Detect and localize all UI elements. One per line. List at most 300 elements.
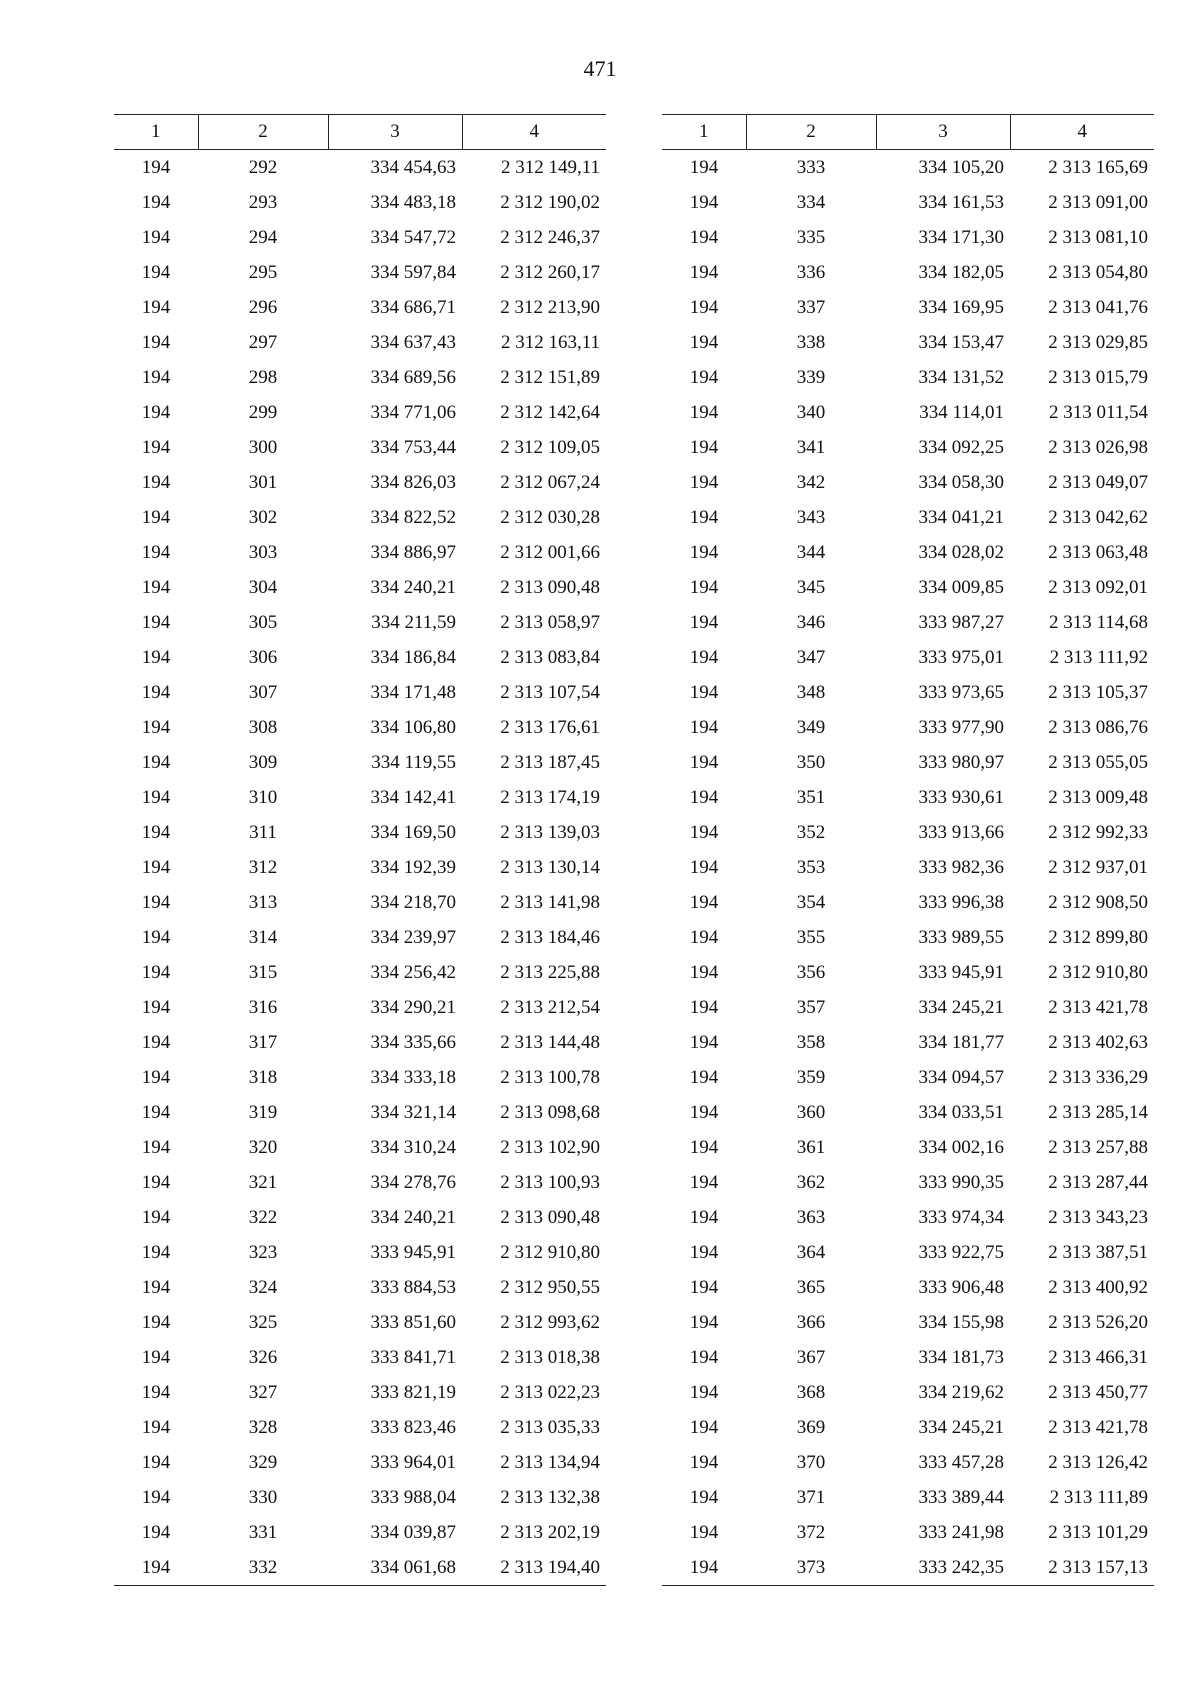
table-cell-col-2: 312 — [248, 856, 278, 878]
table-cell-col-4: 2 313 134,94 — [500, 1451, 600, 1473]
table-cell-col-1: 194 — [689, 366, 719, 388]
table-cell-col-4: 2 313 132,38 — [500, 1486, 600, 1508]
table-cell-col-3: 334 169,95 — [918, 296, 1004, 318]
table-row — [114, 815, 606, 850]
table-row — [662, 710, 1154, 745]
table-cell-col-1: 194 — [141, 226, 171, 248]
table-cell-col-4: 2 313 421,78 — [1048, 1416, 1148, 1438]
table-cell-col-2: 328 — [248, 1416, 278, 1438]
table-row — [114, 605, 606, 640]
table-cell-col-4: 2 313 165,69 — [1048, 156, 1148, 178]
column-header-3: 3 — [328, 115, 462, 150]
table-cell-col-3: 334 171,48 — [370, 681, 456, 703]
table-cell-col-4: 2 312 992,33 — [1048, 821, 1148, 843]
table-cell-col-3: 334 181,73 — [918, 1346, 1004, 1368]
table-cell-col-1: 194 — [689, 1346, 719, 1368]
table-cell-col-4: 2 313 091,00 — [1048, 191, 1148, 213]
table-cell-col-3: 334 092,25 — [918, 436, 1004, 458]
table-row — [662, 1130, 1154, 1165]
table-cell-col-3: 334 182,05 — [918, 261, 1004, 283]
table-cell-col-1: 194 — [689, 751, 719, 773]
table-row — [662, 570, 1154, 605]
table-cell-col-4: 2 313 184,46 — [500, 926, 600, 948]
table-cell-col-3: 333 823,46 — [370, 1416, 456, 1438]
table-cell-col-4: 2 313 402,63 — [1048, 1031, 1148, 1053]
table-cell-col-3: 334 218,70 — [370, 891, 456, 913]
table-cell-col-3: 334 061,68 — [328, 1550, 462, 1586]
table-cell-col-2: 361 — [796, 1136, 826, 1158]
table-row — [662, 465, 1154, 500]
table-cell-col-2: 358 — [796, 1031, 826, 1053]
table-cell-col-2: 311 — [249, 821, 277, 843]
table-cell-col-2: 364 — [796, 1241, 826, 1263]
table-row — [114, 1445, 606, 1480]
table-cell-col-1: 194 — [689, 1031, 719, 1053]
table-cell-col-4: 2 312 190,02 — [500, 191, 600, 213]
table-cell-col-4: 2 312 899,80 — [1048, 926, 1148, 948]
table-cell-col-1: 194 — [141, 1031, 171, 1053]
table-cell-col-4: 2 312 067,24 — [500, 471, 600, 493]
table-cell-col-2: 297 — [248, 331, 278, 353]
table-row — [114, 955, 606, 990]
table-cell-col-4: 2 312 151,89 — [500, 366, 600, 388]
table-row — [662, 1235, 1154, 1270]
table-row — [114, 1480, 606, 1515]
table-row — [662, 745, 1154, 780]
table-cell-col-2: 299 — [248, 401, 278, 423]
table-cell-col-4: 2 313 466,31 — [1048, 1346, 1148, 1368]
table-cell-col-3: 334 114,01 — [919, 401, 1004, 423]
table-cell-col-1: 194 — [141, 331, 171, 353]
table-cell-col-3: 334 186,84 — [370, 646, 456, 668]
table-cell-col-2: 373 — [746, 1550, 876, 1586]
table-cell-col-2: 351 — [796, 786, 826, 808]
table-row — [114, 710, 606, 745]
table-cell-col-3: 333 996,38 — [918, 891, 1004, 913]
table-cell-col-4: 2 312 908,50 — [1048, 891, 1148, 913]
table-cell-col-1: 194 — [689, 156, 719, 178]
table-row — [662, 395, 1154, 430]
table-cell-col-1: 194 — [689, 401, 719, 423]
table-cell-col-1: 194 — [141, 471, 171, 493]
table-row — [114, 885, 606, 920]
table-cell-col-4: 2 313 100,78 — [500, 1066, 600, 1088]
table-header-row — [114, 115, 606, 150]
table-cell-col-3: 334 240,21 — [370, 576, 456, 598]
table-cell-col-4: 2 313 343,23 — [1048, 1206, 1148, 1228]
table-row — [114, 640, 606, 675]
table-cell-col-2: 314 — [248, 926, 278, 948]
table-cell-col-3: 334 278,76 — [370, 1171, 456, 1193]
table-cell-col-1: 194 — [141, 1346, 171, 1368]
table-row — [662, 1445, 1154, 1480]
table-cell-col-3: 333 389,44 — [918, 1486, 1004, 1508]
table-row — [114, 1270, 606, 1305]
table-row — [662, 150, 1154, 186]
table-cell-col-3: 333 821,19 — [370, 1381, 456, 1403]
table-cell-col-1: 194 — [141, 1136, 171, 1158]
table-row — [662, 535, 1154, 570]
table-cell-col-3: 333 922,75 — [918, 1241, 1004, 1263]
table-cell-col-2: 308 — [248, 716, 278, 738]
table-cell-col-2: 318 — [248, 1066, 278, 1088]
table-cell-col-3: 333 989,55 — [918, 926, 1004, 948]
table-cell-col-3: 333 980,97 — [918, 751, 1004, 773]
table-cell-col-3: 334 333,18 — [370, 1066, 456, 1088]
table-cell-col-4: 2 313 285,14 — [1048, 1101, 1148, 1123]
table-cell-col-1: 194 — [689, 1521, 719, 1543]
table-cell-col-1: 194 — [689, 1171, 719, 1193]
table-row — [114, 325, 606, 360]
table-cell-col-4: 2 313 058,97 — [500, 611, 600, 633]
table-cell-col-4: 2 312 163,11 — [500, 331, 600, 353]
table-cell-col-4: 2 313 102,90 — [500, 1136, 600, 1158]
table-cell-col-2: 356 — [796, 961, 826, 983]
table-cell-col-2: 353 — [796, 856, 826, 878]
table-cell-col-3: 334 321,14 — [370, 1101, 456, 1123]
table-cell-col-2: 317 — [248, 1031, 278, 1053]
table-cell-col-4: 2 313 026,98 — [1048, 436, 1148, 458]
table-cell-col-4: 2 312 950,55 — [500, 1276, 600, 1298]
table-cell-col-1: 194 — [689, 1241, 719, 1263]
table-cell-col-1: 194 — [141, 996, 171, 1018]
table-cell-col-3: 333 964,01 — [370, 1451, 456, 1473]
table-cell-col-4: 2 313 063,48 — [1048, 541, 1148, 563]
table-cell-col-1: 194 — [689, 1206, 719, 1228]
table-cell-col-4: 2 313 083,84 — [500, 646, 600, 668]
table-row — [114, 1235, 606, 1270]
table-cell-col-3: 333 987,27 — [918, 611, 1004, 633]
table-cell-col-4: 2 313 130,14 — [500, 856, 600, 878]
table-cell-col-2: 362 — [796, 1171, 826, 1193]
table-row — [662, 675, 1154, 710]
table-cell-col-3: 333 945,91 — [918, 961, 1004, 983]
table-cell-col-2: 345 — [796, 576, 826, 598]
table-cell-col-1: 194 — [141, 541, 171, 563]
table-cell-col-4: 2 313 111,92 — [1049, 646, 1148, 668]
table-cell-col-2: 352 — [796, 821, 826, 843]
table-cell-col-3: 334 192,39 — [370, 856, 456, 878]
table-row — [114, 535, 606, 570]
table-cell-col-1: 194 — [141, 681, 171, 703]
table-cell-col-4: 2 312 142,64 — [500, 401, 600, 423]
table-row — [662, 1095, 1154, 1130]
table-cell-col-3: 333 982,36 — [918, 856, 1004, 878]
table-cell-col-2: 349 — [796, 716, 826, 738]
table-cell-col-4: 2 313 225,88 — [500, 961, 600, 983]
table-cell-col-1: 194 — [141, 1066, 171, 1088]
table-row — [114, 290, 606, 325]
column-header-4: 4 — [1010, 115, 1154, 150]
table-row — [114, 1305, 606, 1340]
table-cell-col-4: 2 312 910,80 — [500, 1241, 600, 1263]
table-cell-col-3: 334 153,47 — [918, 331, 1004, 353]
table-cell-col-2: 340 — [796, 401, 826, 423]
table-row — [114, 1340, 606, 1375]
table-row — [114, 1200, 606, 1235]
table-cell-col-1: 194 — [114, 1550, 198, 1586]
table-row — [662, 605, 1154, 640]
table-cell-col-4: 2 312 910,80 — [1048, 961, 1148, 983]
table-cell-col-3: 334 211,59 — [371, 611, 456, 633]
table-cell-col-2: 372 — [796, 1521, 826, 1543]
table-cell-col-1: 194 — [141, 506, 171, 528]
table-cell-col-1: 194 — [141, 856, 171, 878]
table-header-row — [662, 115, 1154, 150]
table-cell-col-4: 2 313 035,33 — [500, 1416, 600, 1438]
table-cell-col-1: 194 — [141, 751, 171, 773]
table-cell-col-1: 194 — [141, 191, 171, 213]
column-header-1: 1 — [662, 115, 746, 150]
table-cell-col-1: 194 — [689, 1416, 719, 1438]
table-cell-col-2: 347 — [796, 646, 826, 668]
table-cell-col-3: 334 597,84 — [370, 261, 456, 283]
table-cell-col-2: 306 — [248, 646, 278, 668]
table-cell-col-4: 2 313 107,54 — [500, 681, 600, 703]
table-cell-col-1: 194 — [689, 541, 719, 563]
table-cell-col-4: 2 313 174,19 — [500, 786, 600, 808]
table-cell-col-1: 194 — [141, 436, 171, 458]
table-cell-col-4: 2 313 202,19 — [500, 1521, 600, 1543]
table-cell-col-1: 194 — [689, 926, 719, 948]
table-cell-col-2: 363 — [796, 1206, 826, 1228]
table-cell-col-1: 194 — [689, 996, 719, 1018]
table-cell-col-2: 371 — [796, 1486, 826, 1508]
table-cell-col-2: 309 — [248, 751, 278, 773]
table-row — [662, 1305, 1154, 1340]
table-cell-col-4: 2 313 187,45 — [500, 751, 600, 773]
table-cell-col-1: 194 — [141, 261, 171, 283]
table-cell-col-1: 194 — [141, 401, 171, 423]
table-cell-col-1: 194 — [141, 1206, 171, 1228]
column-header-2: 2 — [198, 115, 328, 150]
table-row — [662, 1375, 1154, 1410]
table-cell-col-3: 334 041,21 — [918, 506, 1004, 528]
table-row — [114, 465, 606, 500]
table-cell-col-2: 336 — [796, 261, 826, 283]
table-cell-col-3: 333 974,34 — [918, 1206, 1004, 1228]
column-header-1: 1 — [114, 115, 198, 150]
table-cell-col-2: 369 — [796, 1416, 826, 1438]
table-cell-col-4: 2 312 149,11 — [500, 156, 600, 178]
table-row — [114, 500, 606, 535]
table-cell-col-3: 334 239,97 — [370, 926, 456, 948]
table-cell-col-1: 194 — [689, 681, 719, 703]
table-cell-col-1: 194 — [141, 576, 171, 598]
table-cell-col-1: 194 — [141, 1521, 171, 1543]
table-cell-col-2: 367 — [796, 1346, 826, 1368]
table-cell-col-4: 2 313 049,07 — [1048, 471, 1148, 493]
table-cell-col-4: 2 313 526,20 — [1048, 1311, 1148, 1333]
table-cell-col-2: 305 — [248, 611, 278, 633]
table-row — [114, 920, 606, 955]
table-cell-col-1: 194 — [141, 296, 171, 318]
table-cell-col-4: 2 313 194,40 — [462, 1550, 606, 1586]
table-cell-col-2: 304 — [248, 576, 278, 598]
table-cell-col-4: 2 313 387,51 — [1048, 1241, 1148, 1263]
table-row — [114, 745, 606, 780]
table-row — [662, 1025, 1154, 1060]
table-cell-col-3: 334 033,51 — [918, 1101, 1004, 1123]
table-cell-col-1: 194 — [689, 576, 719, 598]
table-cell-col-2: 354 — [796, 891, 826, 913]
table-cell-col-4: 2 312 246,37 — [500, 226, 600, 248]
table-cell-col-4: 2 313 141,98 — [500, 891, 600, 913]
table-cell-col-3: 334 483,18 — [370, 191, 456, 213]
table-cell-col-1: 194 — [689, 891, 719, 913]
table-cell-col-4: 2 313 139,03 — [500, 821, 600, 843]
table-cell-col-1: 194 — [141, 1486, 171, 1508]
table-cell-col-4: 2 312 993,62 — [500, 1311, 600, 1333]
table-cell-col-4: 2 313 287,44 — [1048, 1171, 1148, 1193]
table-cell-col-3: 333 906,48 — [918, 1276, 1004, 1298]
table-cell-col-3: 334 826,03 — [370, 471, 456, 493]
table-cell-col-1: 194 — [141, 961, 171, 983]
table-cell-col-4: 2 313 098,68 — [500, 1101, 600, 1123]
table-cell-col-4: 2 313 114,68 — [1048, 611, 1148, 633]
table-row — [114, 185, 606, 220]
coordinates-table-left — [114, 114, 606, 1586]
table-cell-col-2: 331 — [248, 1521, 278, 1543]
table-cell-col-3: 333 945,91 — [370, 1241, 456, 1263]
table-cell-col-2: 324 — [248, 1276, 278, 1298]
table-cell-col-4: 2 313 111,89 — [1049, 1486, 1148, 1508]
table-cell-col-1: 194 — [141, 1101, 171, 1123]
table-row — [662, 1480, 1154, 1515]
table-cell-col-3: 334 094,57 — [918, 1066, 1004, 1088]
table-cell-col-2: 293 — [248, 191, 278, 213]
table-cell-col-1: 194 — [689, 226, 719, 248]
table-cell-col-4: 2 312 109,05 — [500, 436, 600, 458]
table-row — [114, 1515, 606, 1550]
table-cell-col-4: 2 313 055,05 — [1048, 751, 1148, 773]
table-cell-col-4: 2 313 100,93 — [500, 1171, 600, 1193]
table-cell-col-2: 350 — [796, 751, 826, 773]
table-cell-col-2: 357 — [796, 996, 826, 1018]
table-cell-col-3: 334 161,53 — [918, 191, 1004, 213]
table-cell-col-1: 194 — [689, 436, 719, 458]
table-cell-col-2: 322 — [248, 1206, 278, 1228]
table-cell-col-2: 332 — [198, 1550, 328, 1586]
table-row — [662, 1550, 1154, 1586]
table-row — [114, 1410, 606, 1445]
table-row — [114, 430, 606, 465]
table-row — [114, 1165, 606, 1200]
table-row — [662, 290, 1154, 325]
table-cell-col-1: 194 — [662, 1550, 746, 1586]
table-row — [662, 185, 1154, 220]
table-cell-col-2: 307 — [248, 681, 278, 703]
table-row — [114, 395, 606, 430]
table-row — [114, 150, 606, 186]
table-cell-col-2: 294 — [248, 226, 278, 248]
table-cell-col-4: 2 312 213,90 — [500, 296, 600, 318]
table-cell-col-4: 2 313 176,61 — [500, 716, 600, 738]
table-row — [662, 220, 1154, 255]
table-cell-col-3: 334 002,16 — [918, 1136, 1004, 1158]
table-cell-col-4: 2 313 421,78 — [1048, 996, 1148, 1018]
table-cell-col-3: 334 171,30 — [918, 226, 1004, 248]
table-cell-col-4: 2 313 400,92 — [1048, 1276, 1148, 1298]
table-cell-col-1: 194 — [689, 1276, 719, 1298]
table-cell-col-2: 370 — [796, 1451, 826, 1473]
table-cell-col-2: 325 — [248, 1311, 278, 1333]
table-cell-col-3: 334 454,63 — [370, 156, 456, 178]
table-cell-col-1: 194 — [689, 646, 719, 668]
table-row — [662, 815, 1154, 850]
table-cell-col-2: 320 — [248, 1136, 278, 1158]
table-cell-col-3: 333 988,04 — [370, 1486, 456, 1508]
table-cell-col-3: 334 686,71 — [370, 296, 456, 318]
table-row — [662, 955, 1154, 990]
table-cell-col-2: 326 — [248, 1346, 278, 1368]
table-cell-col-3: 333 930,61 — [918, 786, 1004, 808]
page-number: 471 — [583, 56, 617, 81]
table-cell-col-3: 334 256,42 — [370, 961, 456, 983]
table-cell-col-1: 194 — [689, 786, 719, 808]
column-header-4: 4 — [462, 115, 606, 150]
table-cell-col-2: 355 — [796, 926, 826, 948]
table-cell-col-3: 334 131,52 — [918, 366, 1004, 388]
table-cell-col-3: 334 637,43 — [370, 331, 456, 353]
table-cell-col-3: 334 219,62 — [918, 1381, 1004, 1403]
table-cell-col-3: 333 990,35 — [918, 1171, 1004, 1193]
table-cell-col-4: 2 313 092,01 — [1048, 576, 1148, 598]
table-cell-col-2: 338 — [796, 331, 826, 353]
table-cell-col-1: 194 — [689, 506, 719, 528]
table-cell-col-1: 194 — [141, 1171, 171, 1193]
table-cell-col-4: 2 313 041,76 — [1048, 296, 1148, 318]
table-cell-col-4: 2 313 144,48 — [500, 1031, 600, 1053]
table-row — [662, 500, 1154, 535]
table-cell-col-2: 346 — [796, 611, 826, 633]
table-cell-col-3: 334 181,77 — [918, 1031, 1004, 1053]
table-cell-col-2: 341 — [796, 436, 826, 458]
table-cell-col-1: 194 — [141, 891, 171, 913]
table-row — [662, 430, 1154, 465]
table-row — [662, 1060, 1154, 1095]
table-cell-col-3: 334 142,41 — [370, 786, 456, 808]
table-cell-col-1: 194 — [689, 821, 719, 843]
table-cell-col-3: 334 240,21 — [370, 1206, 456, 1228]
table-cell-col-3: 333 851,60 — [370, 1311, 456, 1333]
table-cell-col-3: 334 547,72 — [370, 226, 456, 248]
table-cell-col-2: 337 — [796, 296, 826, 318]
table-cell-col-1: 194 — [141, 646, 171, 668]
column-header-3: 3 — [876, 115, 1010, 150]
table-row — [114, 1375, 606, 1410]
table-row — [662, 990, 1154, 1025]
table-cell-col-2: 339 — [796, 366, 826, 388]
table-cell-col-3: 333 241,98 — [918, 1521, 1004, 1543]
table-row — [662, 360, 1154, 395]
table-cell-col-1: 194 — [141, 1241, 171, 1263]
table-cell-col-4: 2 313 054,80 — [1048, 261, 1148, 283]
table-cell-col-1: 194 — [141, 786, 171, 808]
table-cell-col-2: 365 — [796, 1276, 826, 1298]
table-cell-col-4: 2 312 001,66 — [500, 541, 600, 563]
table-row — [114, 780, 606, 815]
table-cell-col-4: 2 313 257,88 — [1048, 1136, 1148, 1158]
table-row — [662, 885, 1154, 920]
column-header-2: 2 — [746, 115, 876, 150]
table-cell-col-3: 334 169,50 — [370, 821, 456, 843]
table-cell-col-3: 334 058,30 — [918, 471, 1004, 493]
table-row — [662, 1340, 1154, 1375]
table-row — [114, 220, 606, 255]
table-cell-col-1: 194 — [689, 1486, 719, 1508]
table-cell-col-3: 334 106,80 — [370, 716, 456, 738]
